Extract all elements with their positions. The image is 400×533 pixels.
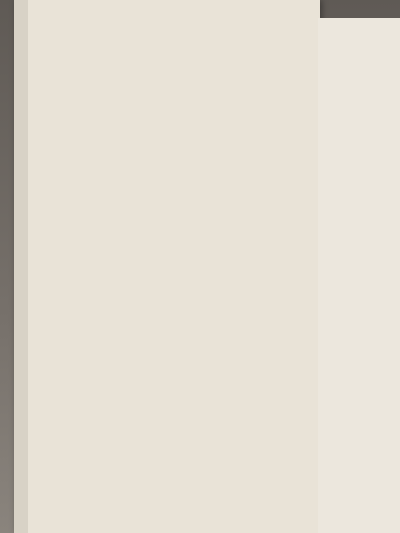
right-page — [318, 18, 400, 533]
plates-list — [54, 14, 326, 21]
adjacent-book-spine — [14, 0, 28, 533]
left-page — [14, 0, 320, 533]
